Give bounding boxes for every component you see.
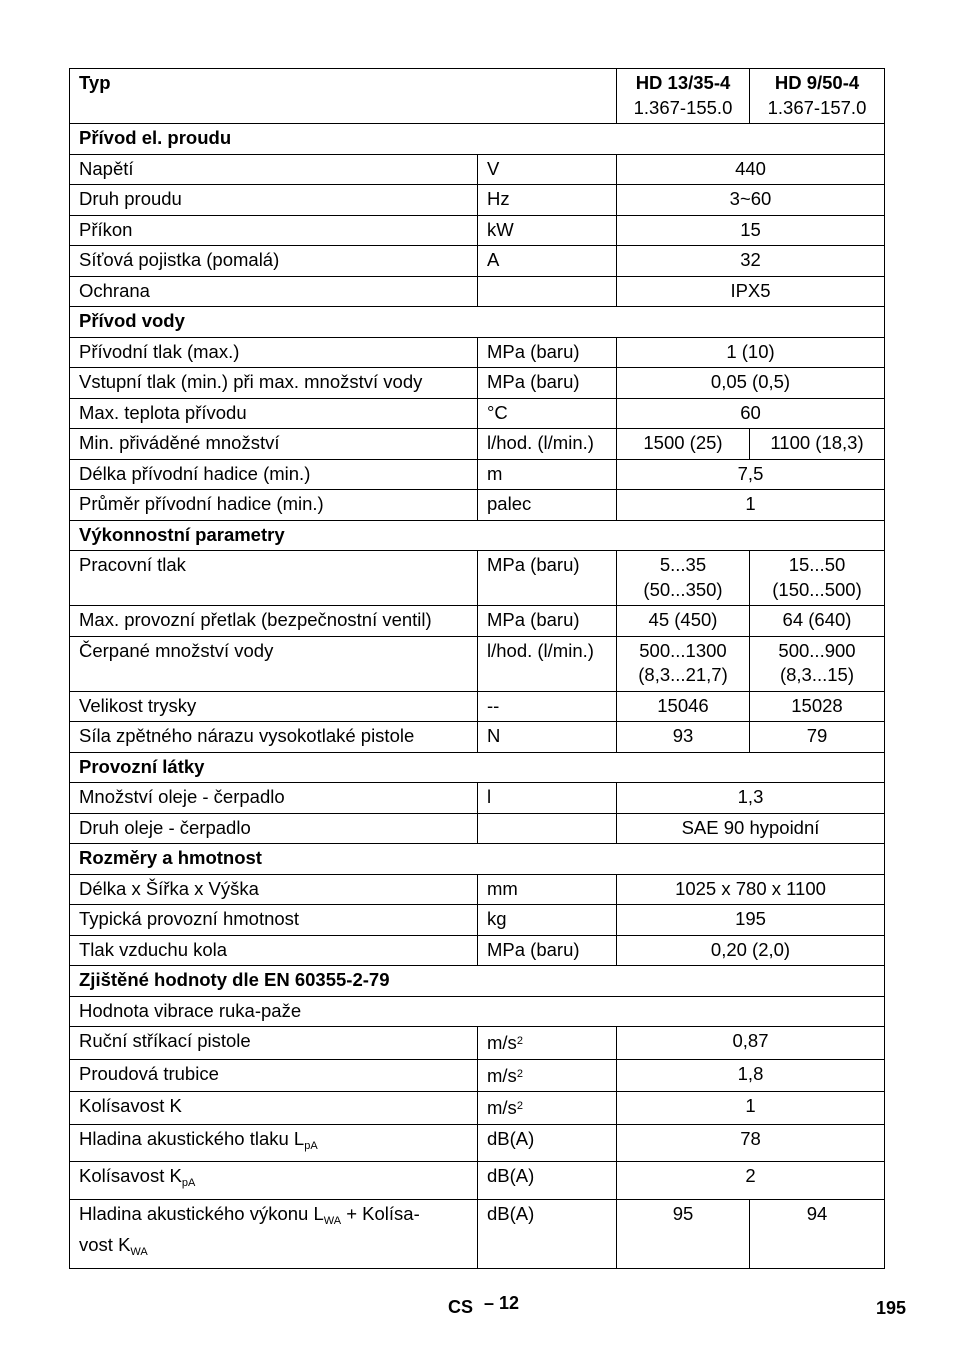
row-value: 60 <box>617 398 885 429</box>
row-unit: MPa (baru) <box>478 551 617 606</box>
footer-section-page: – 12 <box>484 1293 520 1313</box>
unit-exponent: 2 <box>516 1100 523 1112</box>
unit-exponent: 2 <box>516 1067 523 1080</box>
row-label: Příkon <box>70 215 478 246</box>
row-unit: -- <box>478 691 617 722</box>
value-line: 500...1300 <box>639 639 727 661</box>
row-value: 1 <box>617 1092 885 1125</box>
label-subscript: pA <box>304 1139 318 1152</box>
row-value-model-1: 95 <box>617 1199 750 1268</box>
model-1-cell <box>617 69 750 124</box>
table-row <box>70 783 885 814</box>
value-line: 500...900 <box>778 639 856 661</box>
row-value: 15 <box>617 215 885 246</box>
row-label: Tlak vzduchu kola <box>70 935 478 966</box>
row-unit: kW <box>478 215 617 246</box>
row-value: 1025 x 780 x 1100 <box>617 874 885 905</box>
table-row <box>70 154 885 185</box>
row-label: Vstupní tlak (min.) při max. množství vody <box>70 368 478 399</box>
row-value: 1,3 <box>617 783 885 814</box>
row-label: Kolísavost K <box>70 1092 478 1125</box>
label-text: + Kolísa- <box>341 1202 420 1224</box>
row-label: Ruční stříkací pistole <box>70 1027 478 1060</box>
row-label: Průměr přívodní hadice (min.) <box>70 490 478 521</box>
row-label: Čerpané množství vody <box>70 636 478 691</box>
row-value-model-1: 93 <box>617 722 750 753</box>
row-unit: l <box>478 783 617 814</box>
unit-text: m/s <box>487 1032 517 1053</box>
row-unit: MPa (baru) <box>478 606 617 637</box>
row-unit: dB(A) <box>478 1124 617 1162</box>
row-value-model-2: 79 <box>750 722 885 753</box>
row-label <box>70 1199 478 1268</box>
row-value: 7,5 <box>617 459 885 490</box>
row-unit <box>478 1027 617 1060</box>
unit-text: m/s <box>487 1064 517 1086</box>
section-title: Provozní látky <box>70 752 885 783</box>
row-value: 195 <box>617 905 885 936</box>
table-row <box>70 1092 885 1125</box>
section-title: Výkonnostní parametry <box>70 520 885 551</box>
row-label: Napětí <box>70 154 478 185</box>
label-text: Kolísavost K <box>79 1165 182 1186</box>
row-unit <box>478 276 617 307</box>
row-value-model-1 <box>617 636 750 691</box>
row-value-model-2 <box>750 636 885 691</box>
row-value: 1 (10) <box>617 337 885 368</box>
unit-text: m/s <box>487 1097 517 1118</box>
row-unit: dB(A) <box>478 1199 617 1268</box>
row-label: Proudová trubice <box>70 1059 478 1092</box>
model-2-cell <box>750 69 885 124</box>
row-label: Množství oleje - čerpadlo <box>70 783 478 814</box>
table-row <box>70 551 885 606</box>
table-row <box>70 429 885 460</box>
row-value-model-2: 64 (640) <box>750 606 885 637</box>
table-row <box>70 1059 885 1092</box>
label-subscript: pA <box>181 1177 196 1189</box>
row-unit: N <box>478 722 617 753</box>
row-label: Ochrana <box>70 276 478 307</box>
row-unit: mm <box>478 874 617 905</box>
row-label: Druh oleje - čerpadlo <box>70 813 478 844</box>
row-value-model-1: 15046 <box>617 691 750 722</box>
row-unit <box>478 1059 617 1092</box>
unit-exponent: 2 <box>516 1035 523 1047</box>
row-unit: MPa (baru) <box>478 368 617 399</box>
row-unit: palec <box>478 490 617 521</box>
row-value: 440 <box>617 154 885 185</box>
row-value-model-2 <box>750 551 885 606</box>
section-title: Přívod el. proudu <box>70 124 885 155</box>
row-label: Pracovní tlak <box>70 551 478 606</box>
value-line: (8,3...15) <box>779 664 855 685</box>
table-row <box>70 185 885 216</box>
row-label <box>70 1162 478 1200</box>
row-value-model-2: 15028 <box>750 691 885 722</box>
model-2-name: HD 9/50-4 <box>774 72 860 93</box>
table-row <box>70 905 885 936</box>
row-label: Druh proudu <box>70 185 478 216</box>
type-label: Typ <box>70 69 617 124</box>
label-subscript: WA <box>130 1246 148 1258</box>
row-value-model-2: 94 <box>750 1199 885 1268</box>
value-line: (8,3...21,7) <box>638 664 728 685</box>
row-unit <box>478 813 617 844</box>
row-label: Síla zpětného nárazu vysokotlaké pistole <box>70 722 478 753</box>
row-unit: A <box>478 246 617 277</box>
value-line: (150...500) <box>772 578 862 600</box>
row-value: 0,20 (2,0) <box>617 935 885 966</box>
page-number: 195 <box>876 1298 907 1318</box>
table-row <box>70 337 885 368</box>
row-label: Velikost trysky <box>70 691 478 722</box>
row-label: Max. provozní přetlak (bezpečnostní ventil) <box>70 606 478 637</box>
label-text: vost K <box>79 1234 131 1255</box>
row-value-model-2: 1100 (18,3) <box>750 429 885 460</box>
row-label: Max. teplota přívodu <box>70 398 478 429</box>
row-label: Síťová pojistka (pomalá) <box>70 246 478 277</box>
model-1-part: 1.367-155.0 <box>633 96 733 118</box>
row-label: Přívodní tlak (max.) <box>70 337 478 368</box>
row-unit: V <box>478 154 617 185</box>
footer-lang: CS <box>448 1297 474 1317</box>
row-label: Typická provozní hmotnost <box>70 905 478 936</box>
row-value: IPX5 <box>617 276 885 307</box>
table-row <box>70 215 885 246</box>
table-row <box>70 246 885 277</box>
row-unit: kg <box>478 905 617 936</box>
row-value: 78 <box>617 1124 885 1162</box>
row-value-model-1 <box>617 551 750 606</box>
table-row <box>70 722 885 753</box>
label-text: Hladina akustického výkonu L <box>79 1202 324 1224</box>
table-row <box>70 490 885 521</box>
row-value-model-1: 45 (450) <box>617 606 750 637</box>
row-unit <box>478 1092 617 1125</box>
table-row <box>70 636 885 691</box>
subsection-title: Hodnota vibrace ruka-paže <box>70 996 885 1027</box>
table-row <box>70 874 885 905</box>
row-unit: Hz <box>478 185 617 216</box>
table-row <box>70 1199 885 1268</box>
table-row <box>70 935 885 966</box>
label-subscript: WA <box>323 1214 342 1227</box>
header-row <box>70 69 885 124</box>
table-row <box>70 691 885 722</box>
row-value: 3~60 <box>617 185 885 216</box>
table-row <box>70 813 885 844</box>
table-row <box>70 1027 885 1060</box>
section-title: Rozměry a hmotnost <box>70 844 885 875</box>
value-line: 5...35 <box>659 554 707 575</box>
row-value: 32 <box>617 246 885 277</box>
section-title: Zjištěné hodnoty dle EN 60355-2-79 <box>70 966 885 997</box>
table-row <box>70 368 885 399</box>
row-value: 1 <box>617 490 885 521</box>
model-2-part: 1.367-157.0 <box>767 96 867 118</box>
row-unit: °C <box>478 398 617 429</box>
row-unit: dB(A) <box>478 1162 617 1200</box>
row-unit: l/hod. (l/min.) <box>478 636 617 691</box>
value-line: 15...50 <box>788 554 846 575</box>
table-row <box>70 459 885 490</box>
row-value: 1,8 <box>617 1059 885 1092</box>
row-value: 0,87 <box>617 1027 885 1060</box>
model-1-name: HD 13/35-4 <box>635 72 731 93</box>
row-value: 2 <box>617 1162 885 1200</box>
table-row <box>70 606 885 637</box>
row-label <box>70 1124 478 1162</box>
row-unit: MPa (baru) <box>478 935 617 966</box>
row-unit: l/hod. (l/min.) <box>478 429 617 460</box>
table-row <box>70 1124 885 1162</box>
row-value-model-1: 1500 (25) <box>617 429 750 460</box>
value-line: (50...350) <box>643 578 723 600</box>
table-row <box>70 276 885 307</box>
row-value: 0,05 (0,5) <box>617 368 885 399</box>
row-label: Délka x Šířka x Výška <box>70 874 478 905</box>
row-label: Délka přívodní hadice (min.) <box>70 459 478 490</box>
technical-data-table <box>69 68 885 1269</box>
section-title: Přívod vody <box>70 307 885 338</box>
table-row <box>70 1162 885 1200</box>
label-text: Hladina akustického tlaku L <box>79 1127 305 1149</box>
row-unit: m <box>478 459 617 490</box>
row-value: SAE 90 hypoidní <box>617 813 885 844</box>
row-unit: MPa (baru) <box>478 337 617 368</box>
row-label: Min. přiváděné množství <box>70 429 478 460</box>
table-row <box>70 398 885 429</box>
footer-page-label <box>448 1293 520 1318</box>
